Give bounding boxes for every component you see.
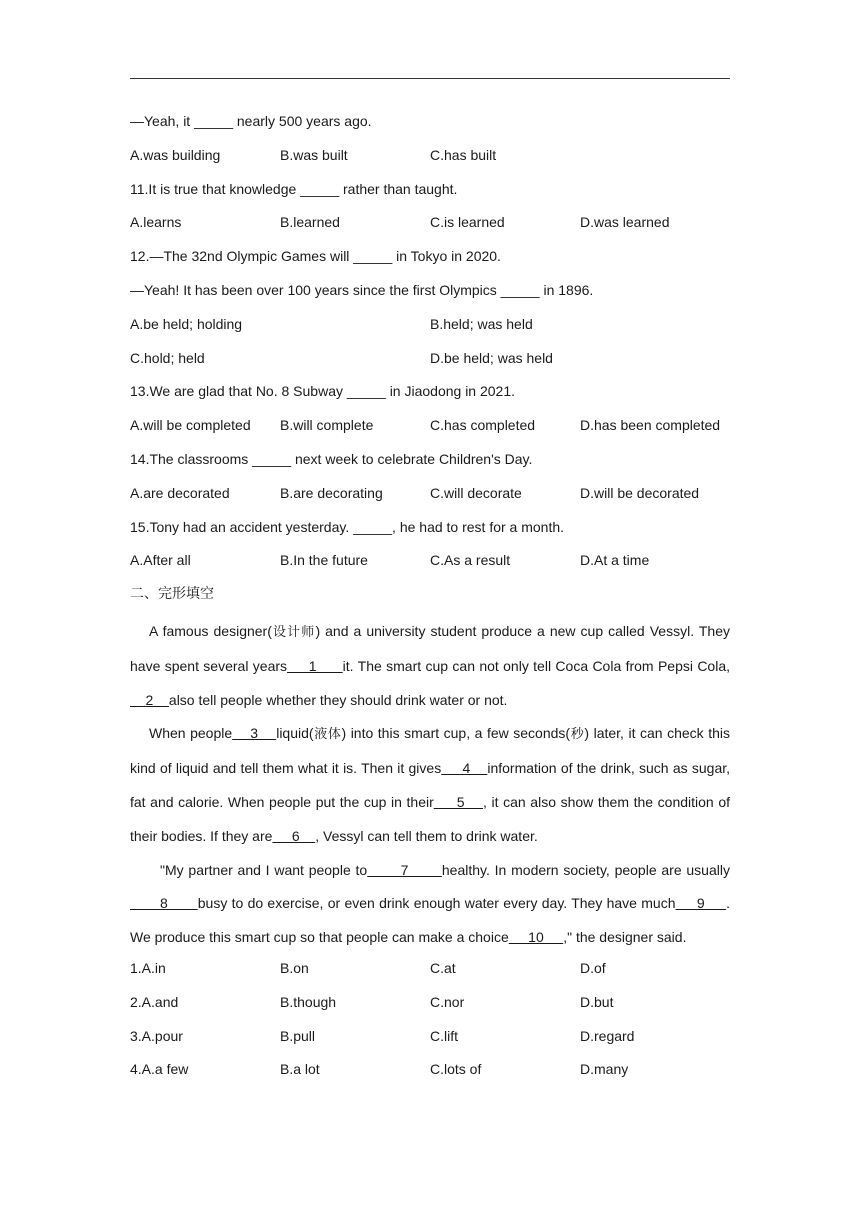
cloze-paragraph-3: "My partner and I want people to 7 healthy. In modern society, people are usually 8 busy to do exercise, or even drink enough water every day. They have much 9 . We produce this smart cup so that people can make a choice 10 ," the designer said. [130,861,731,946]
q10-option-c: C.has built [430,146,497,163]
document-body [130,108,730,1090]
q12-stem: 12.—The 32nd Olympic Games will _____ in Tokyo in 2020. [130,248,501,265]
q11-options [130,209,730,243]
blank-9[interactable]: 9 [675,895,727,912]
blank-4[interactable]: 4 [441,760,488,777]
blank-8[interactable]: 8 [130,895,198,912]
blank-10[interactable]: 10 [508,929,564,946]
q13-options [130,412,730,446]
q11-option-a: A.learns [130,214,182,231]
q13-option-a: A.will be completed [130,417,251,434]
cloze-4-option-d: D.many [580,1061,629,1078]
cloze-options-3 [130,1023,730,1057]
q12-option-a: A.be held; holding [130,315,243,332]
cloze-2-option-c: C.nor [430,993,465,1010]
q11-stem: 11.It is true that knowledge _____ rather than taught. [130,180,458,197]
cloze-3-option-c: C.lift [430,1027,458,1044]
q13-option-c: C.has completed [430,417,536,434]
cloze-1-option-c: C.at [430,959,456,976]
q12-option-b: B.held; was held [430,315,533,332]
q11-option-d: D.was learned [580,214,670,231]
cloze-2-option-b: B.though [280,993,337,1010]
cloze-1-option-b: B.on [280,959,309,976]
cloze-4-option-a: 4.A.a few [130,1061,189,1078]
cloze-3-option-d: D.regard [580,1027,635,1044]
cloze-options-4 [130,1056,730,1090]
q12-option-c: C.hold; held [130,349,205,366]
section-heading-cloze: 二、完形填空 [130,586,214,603]
q11-option-c: C.is learned [430,214,505,231]
blank-3[interactable]: 3 [232,725,277,742]
cloze-paragraph-2: When people 3 liquid(液体) into this smart cup, a few seconds(秒) later, it can check this kind of liquid and tell them what it is. Then it gives 4 information of the drink, such as sugar, fat and calorie. When people put the cup in their 5 , it can also show them the condition of their bodies. If they are 6 , Vessyl can tell them to drink water. [130,725,731,844]
q14-option-b: B.are decorating [280,484,383,501]
header-rule [130,78,730,79]
q10-answer-line: —Yeah, it _____ nearly 500 years ago. [130,113,372,129]
q13-option-b: B.will complete [280,417,374,434]
q12-option-d: D.be held; was held [430,349,553,366]
cloze-3-option-a: 3.A.pour [130,1027,183,1044]
q12-options-row1 [130,311,730,345]
q14-option-a: A.are decorated [130,484,230,501]
q15-stem: 15.Tony had an accident yesterday. _____, he had to rest for a month. [130,518,565,535]
q12-reply: —Yeah! It has been over 100 years since the first Olympics _____ in 1896. [130,281,594,298]
blank-2[interactable]: 2 [130,691,169,708]
cloze-options-2 [130,989,730,1023]
q14-option-c: C.will decorate [430,484,522,501]
cloze-3-option-b: B.pull [280,1027,316,1044]
q14-options [130,480,730,514]
q10-option-b: B.was built [280,146,348,163]
cloze-1-option-a: 1.A.in [130,959,166,976]
cloze-2-option-a: 2.A.and [130,993,179,1010]
q13-stem: 13.We are glad that No. 8 Subway _____ in Jiaodong in 2021. [130,383,516,400]
q10-options [130,142,730,176]
q14-option-d: D.will be decorated [580,484,700,501]
blank-5[interactable]: 5 [433,793,484,810]
blank-1[interactable]: 1 [287,657,343,674]
cloze-4-option-c: C.lots of [430,1061,482,1078]
q13-option-d: D.has been completed [580,417,721,434]
q14-stem: 14.The classrooms _____ next week to celebrate Children's Day. [130,450,533,467]
cloze-paragraph-1: A famous designer(设计师) and a university student produce a new cup called Vessyl. They have spent several years 1 it. The smart cup can not only tell Coca Cola from Pepsi Cola, 2 also tell people whether they should drink water or not. [130,622,730,708]
q15-option-a: A.After all [130,552,191,569]
cloze-options-1 [130,955,730,989]
q15-option-b: B.In the future [280,552,368,569]
q15-option-d: D.At a time [580,552,650,569]
q15-option-c: C.As a result [430,552,511,569]
cloze-1-option-d: D.of [580,959,606,976]
q10-option-a: A.was building [130,146,221,163]
q12-options-row2 [130,345,730,379]
cloze-passage [130,615,730,955]
q15-options [130,547,730,581]
cloze-2-option-d: D.but [580,993,614,1010]
blank-7[interactable]: 7 [367,861,442,878]
blank-6[interactable]: 6 [272,827,316,844]
cloze-4-option-b: B.a lot [280,1061,320,1078]
q11-option-b: B.learned [280,214,340,231]
